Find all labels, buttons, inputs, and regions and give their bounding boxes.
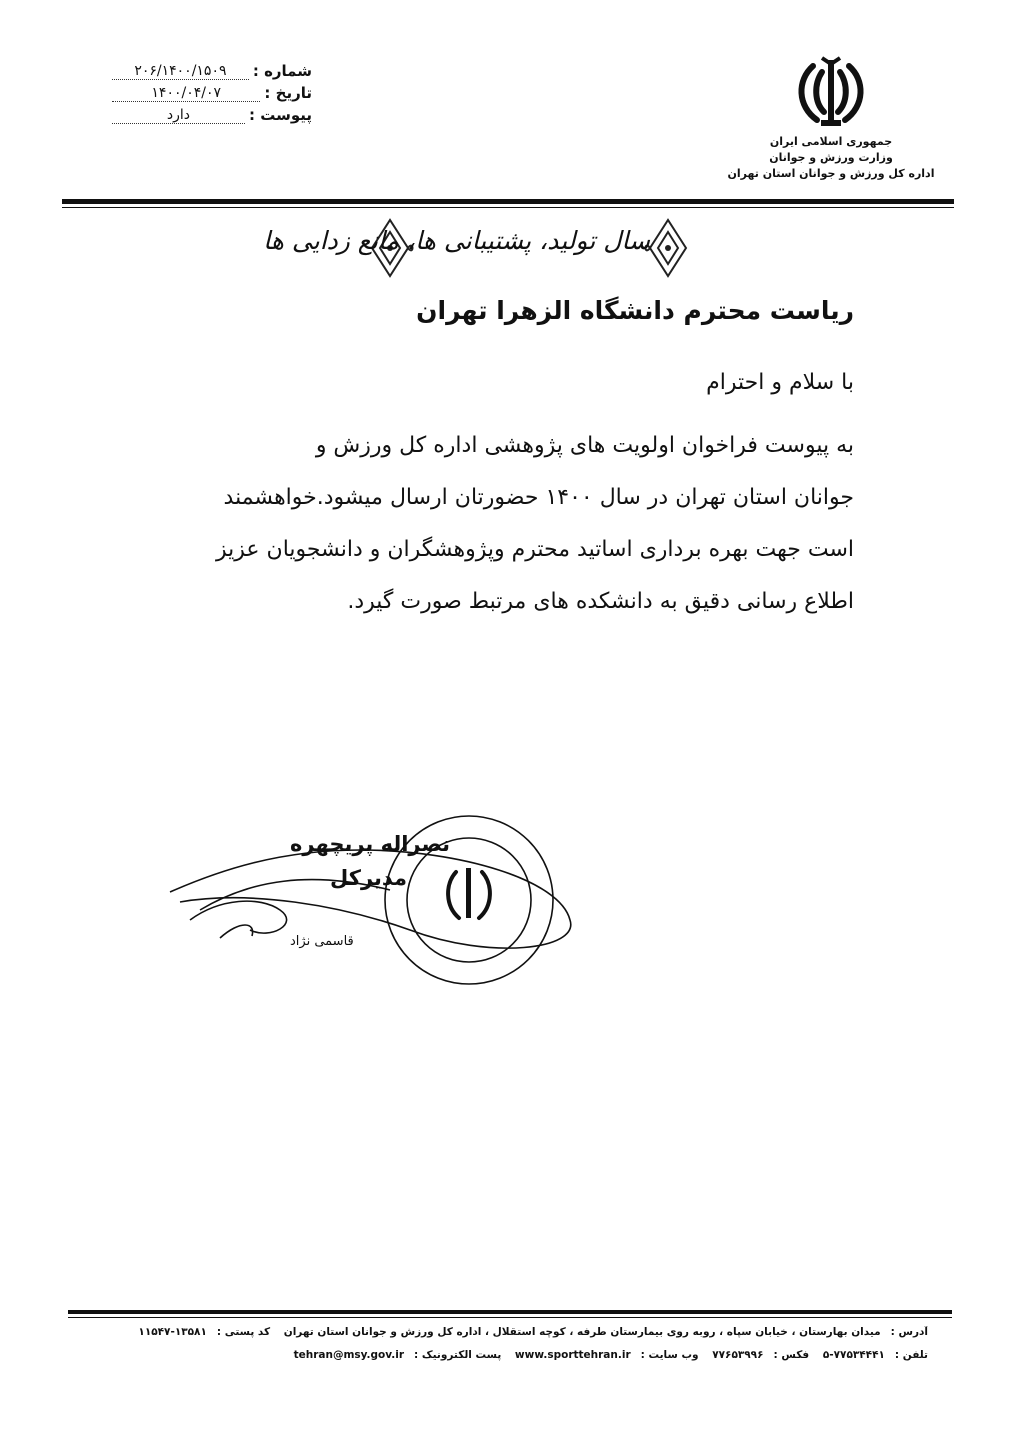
footer-contact-line: [96, 1349, 928, 1361]
signer-title: مدیرکل: [330, 866, 408, 890]
slogan-text: سال تولید، پشتیبانی ها، مانع زدایی ها: [263, 226, 650, 255]
letter-body: [174, 420, 854, 628]
header-divider-thin: [62, 207, 954, 208]
attachment-row: [112, 102, 312, 124]
org-line-3: اداره کل ورزش و جوانان استان تهران: [727, 167, 935, 180]
footer-address-line: [96, 1326, 928, 1338]
number-row: [112, 58, 312, 80]
header-divider: [62, 199, 954, 204]
address-text: میدان بهارستان ، خیابان سپاه ، روبه روی بیمارستان طرفه ، کوچه استقلال ، اداره کل ورزش و جوانان استان تهران: [283, 1326, 881, 1338]
footer-divider-thin: [68, 1317, 952, 1318]
iran-emblem-icon: [791, 54, 871, 130]
date-label: تاریخ :: [264, 84, 312, 102]
number-value: ۲۰۶/۱۴۰۰/۱۵۰۹: [112, 64, 249, 80]
reference-block: [112, 58, 312, 124]
footer-divider: [68, 1310, 952, 1314]
phone-label: تلفن :: [894, 1349, 928, 1361]
phone-number: ۷۷۵۳۴۴۴۱-۵: [822, 1349, 885, 1361]
date-row: [112, 80, 312, 102]
email-link[interactable]: tehran@msy.gov.ir: [293, 1349, 405, 1361]
fax-label: فکس :: [773, 1349, 810, 1361]
website-link[interactable]: www.sporttehran.ir: [514, 1349, 631, 1361]
org-line-2: وزارت ورزش و جوانان: [769, 151, 893, 164]
attachment-value: دارد: [112, 108, 245, 124]
email-label: پست الکترونیک :: [414, 1349, 502, 1361]
salutation: با سلام و احترام: [706, 370, 854, 395]
cc-name: قاسمی نژاد: [290, 934, 354, 949]
body-line: اطلاع رسانی دقیق به دانشکده های مرتبط صورت گیرد.: [347, 589, 854, 614]
org-line-1: جمهوری اسلامی ایران: [769, 135, 893, 148]
address-label: آدرس :: [890, 1326, 928, 1338]
signer-name: نصراله پریچهره: [290, 832, 451, 856]
slogan-banner: [263, 212, 690, 284]
body-line: است جهت بهره برداری اساتید محترم وپژوهشگران و دانشجویان عزیز: [216, 537, 854, 562]
organization-block: [726, 54, 936, 182]
fax-number: ۷۷۶۵۳۹۹۶: [712, 1349, 764, 1361]
postal-code: ۱۳۵۸۱-۱۱۵۴۷: [138, 1326, 207, 1338]
body-line: جوانان استان تهران در سال ۱۴۰۰ حضورتان ارسال میشود.خواهشمند: [223, 485, 854, 510]
date-value: ۱۴۰۰/۰۴/۰۷: [112, 86, 260, 102]
number-label: شماره :: [252, 62, 312, 80]
recipient-heading: ریاست محترم دانشگاه الزهرا تهران: [416, 296, 854, 325]
body-line: به پیوست فراخوان اولویت های پژوهشی اداره کل ورزش و: [315, 433, 854, 458]
attachment-label: پیوست :: [248, 106, 312, 124]
website-label: وب سایت :: [640, 1349, 699, 1361]
postal-label: کد پستی :: [216, 1326, 271, 1338]
